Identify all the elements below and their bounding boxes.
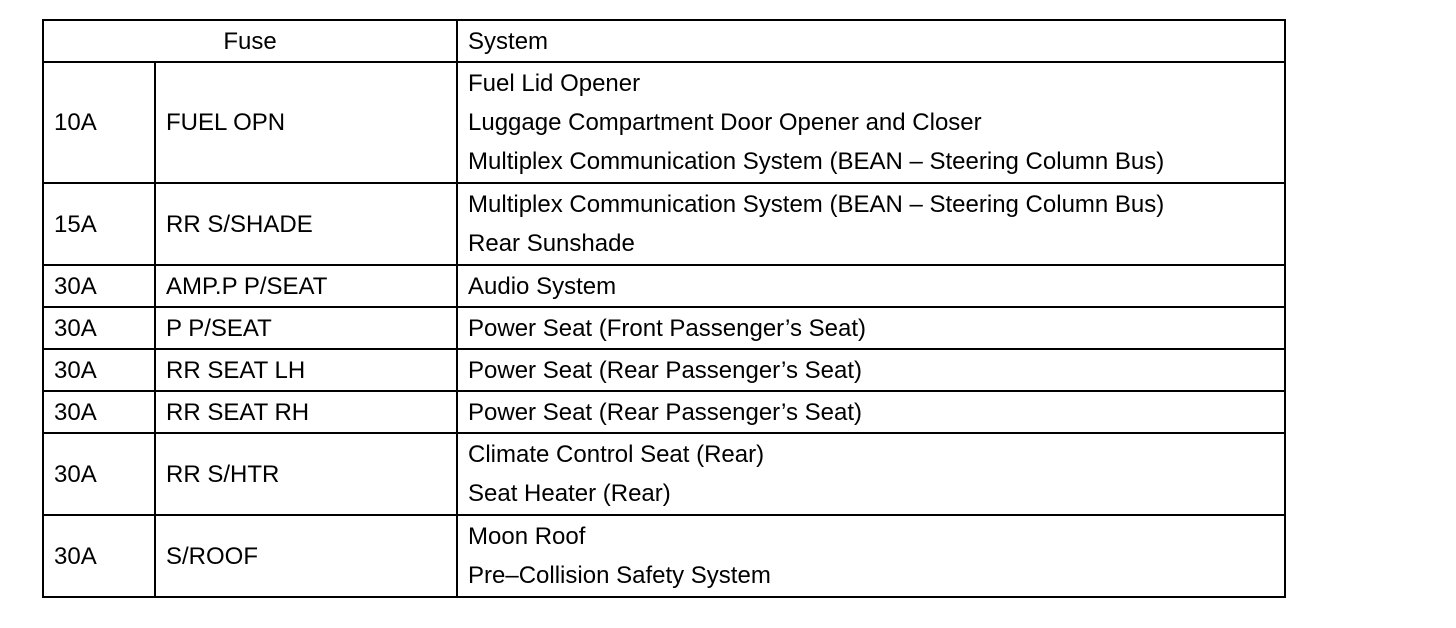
fuse-amperage: 30A [43,391,155,433]
table-row [43,349,1285,391]
system-item: Rear Sunshade [468,230,635,257]
fuse-system-table [42,19,1286,598]
fuse-amperage: 30A [43,307,155,349]
system-cell [457,265,1285,307]
header-fuse: Fuse [43,20,457,62]
fuse-amperage: 30A [43,515,155,597]
table-row [43,62,1285,183]
table-row [43,391,1285,433]
system-item: Pre–Collision Safety System [468,562,771,589]
system-item: Power Seat (Rear Passenger’s Seat) [468,356,862,384]
fuse-name: RR S/HTR [155,433,457,515]
fuse-name: S/ROOF [155,515,457,597]
system-item: Moon Roof [468,523,586,550]
fuse-name: AMP.P P/SEAT [155,265,457,307]
fuse-name: RR SEAT RH [155,391,457,433]
system-item: Luggage Compartment Door Opener and Closer [468,109,982,136]
table-row [43,433,1285,515]
fuse-amperage: 30A [43,349,155,391]
system-cell [457,391,1285,433]
system-cell [457,515,1285,597]
system-item: Fuel Lid Opener [468,70,641,97]
table-row [43,515,1285,597]
system-cell [457,62,1285,183]
table-row [43,265,1285,307]
system-item: Multiplex Communication System (BEAN – Steering Column Bus) [468,148,1165,175]
fuse-name: FUEL OPN [155,62,457,183]
fuse-amperage: 10A [43,62,155,183]
table-row [43,183,1285,265]
system-item: Multiplex Communication System (BEAN – Steering Column Bus) [468,191,1165,218]
system-cell [457,433,1285,515]
system-cell [457,183,1285,265]
fuse-amperage: 30A [43,433,155,515]
system-item: Seat Heater (Rear) [468,480,671,507]
system-item: Power Seat (Front Passenger’s Seat) [468,314,866,342]
table-row [43,307,1285,349]
fuse-name: RR SEAT LH [155,349,457,391]
system-item: Climate Control Seat (Rear) [468,441,765,468]
system-item: Power Seat (Rear Passenger’s Seat) [468,398,862,426]
header-row [43,20,1285,62]
fuse-name: RR S/SHADE [155,183,457,265]
fuse-amperage: 15A [43,183,155,265]
system-item: Audio System [468,272,617,300]
fuse-name: P P/SEAT [155,307,457,349]
header-system: System [457,20,1285,62]
system-cell [457,349,1285,391]
fuse-amperage: 30A [43,265,155,307]
table-body [43,62,1285,597]
system-cell [457,307,1285,349]
